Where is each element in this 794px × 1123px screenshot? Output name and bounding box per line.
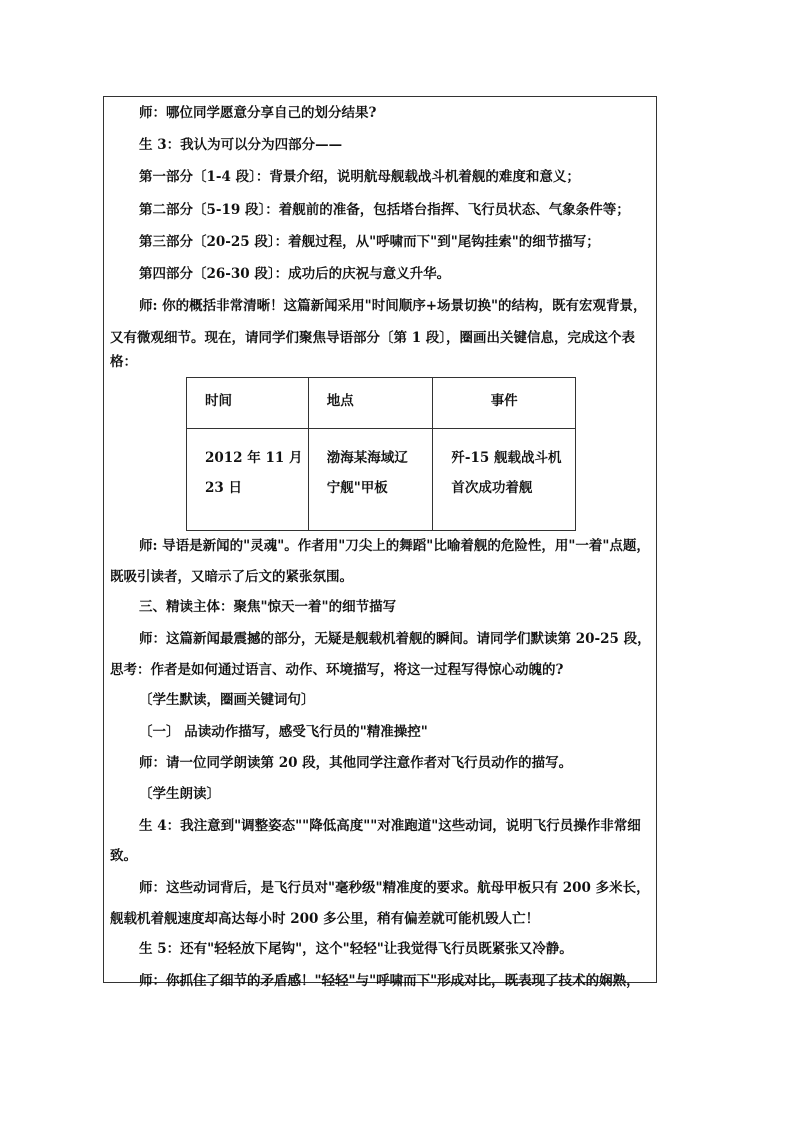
text-line: 致。 bbox=[110, 848, 137, 864]
text-line: 舰载机着舰速度却高达每小时 200 多公里，稍有偏差就可能机毁人亡！ bbox=[110, 911, 540, 927]
text-line: 师: 你的概括非常清晰！这篇新闻采用"时间顺序+场景切换"的结构，既有宏观背景， bbox=[139, 298, 647, 314]
section-heading: 三、精读主体：聚焦"惊天一着"的细节描写 bbox=[139, 599, 397, 615]
text-line: 第一部分〔1-4 段〕：背景介绍，说明航母舰载战斗机着舰的难度和意义； bbox=[139, 169, 580, 185]
text-line: 生 4：我注意到"调整姿态""降低高度""对准跑道"这些动词，说明飞行员操作非常细 bbox=[139, 818, 641, 834]
text-line: 〔学生默读，圈画关键词句〕 bbox=[139, 692, 315, 708]
table-cell: 歼-15 舰载战斗机 首次成功着舰 bbox=[433, 429, 576, 531]
text-line: 格： bbox=[110, 354, 137, 370]
table-header-cell: 事件 bbox=[433, 378, 576, 429]
text-line: 师：请一位同学朗读第 20 段，其他同学注意作者对飞行员动作的描写。 bbox=[139, 755, 573, 771]
info-table bbox=[186, 377, 576, 531]
text-line: 第四部分〔26-30 段〕：成功后的庆祝与意义升华。 bbox=[139, 266, 451, 282]
text-line: 既吸引读者，又暗示了后文的紧张氛围。 bbox=[110, 569, 353, 585]
text-line: 师: 导语是新闻的"灵魂"。作者用"刀尖上的舞蹈"比喻着舰的危险性，用"一着"点题， bbox=[139, 538, 650, 554]
text-line: 生 5：还有"轻轻放下尾钩"，这个"轻轻"让我觉得飞行员既紧张又冷静。 bbox=[139, 941, 573, 957]
text-line: 又有微观细节。现在，请同学们聚焦导语部分〔第 1 段〕，圈画出关键信息，完成这个表 bbox=[110, 330, 636, 346]
table-header-cell: 时间 bbox=[187, 378, 309, 429]
text-line: 第二部分〔5-19 段〕：着舰前的准备，包括塔台指挥、飞行员状态、气象条件等； bbox=[139, 202, 630, 218]
text-line: 思考：作者是如何通过语言、动作、环境描写，将这一过程写得惊心动魄的? bbox=[110, 662, 564, 678]
subsection-heading: 〔一〕 品读动作描写，感受飞行员的"精准操控" bbox=[139, 724, 428, 740]
table-header-row bbox=[187, 378, 576, 429]
text-line: 师：你抓住了细节的矛盾感！"轻轻"与"呼啸而下"形成对比，既表现了技术的娴熟， bbox=[139, 973, 640, 989]
table-cell: 2012 年 11 月 23 日 bbox=[187, 429, 309, 531]
text-line: 〔学生朗读〕 bbox=[139, 786, 220, 802]
table-header-cell: 地点 bbox=[308, 378, 433, 429]
text-line: 师：这些动词背后，是飞行员对"毫秒级"精准度的要求。航母甲板只有 200 多米长， bbox=[139, 880, 650, 896]
text-line: 师：哪位同学愿意分享自己的划分结果? bbox=[139, 105, 377, 121]
text-line: 第三部分〔20-25 段〕：着舰过程，从"呼啸而下"到"尾钩挂索"的细节描写； bbox=[139, 234, 600, 250]
text-line: 师：这篇新闻最震撼的部分，无疑是舰载机着舰的瞬间。请同学们默读第 20-25 段， bbox=[139, 631, 651, 647]
table-row bbox=[187, 429, 576, 531]
text-line: 生 3：我认为可以分为四部分—— bbox=[139, 137, 343, 153]
table-cell: 渤海某海域辽 宁舰"甲板 bbox=[308, 429, 433, 531]
